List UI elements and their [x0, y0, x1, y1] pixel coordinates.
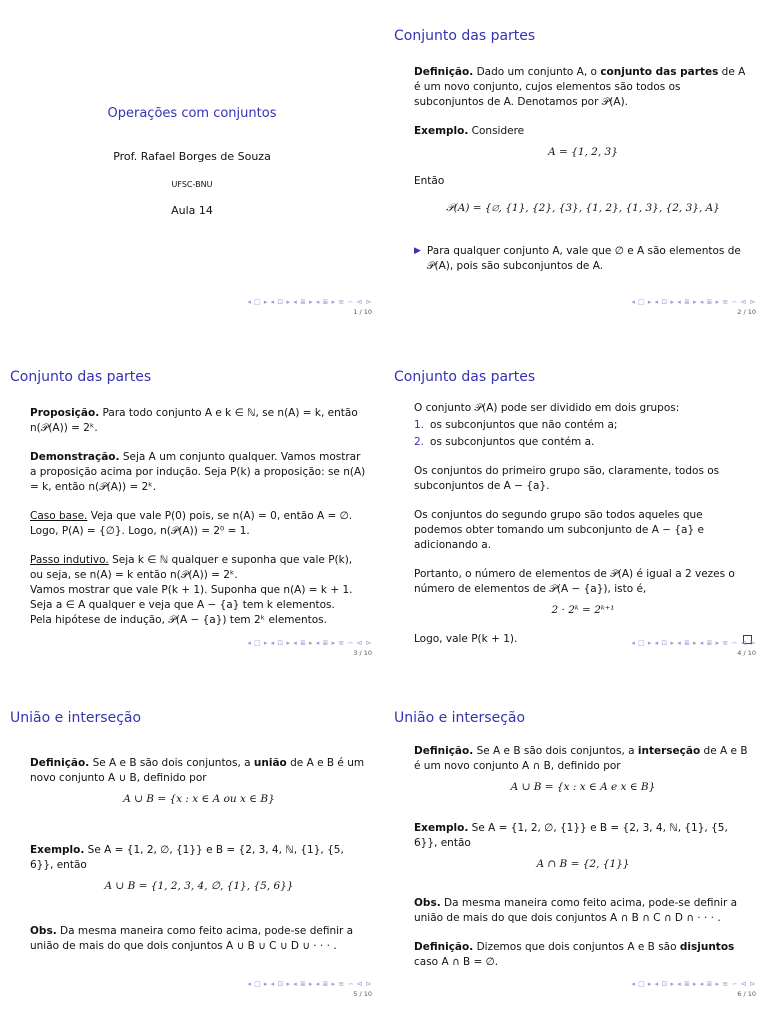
bullet-triangle-icon: ▶	[414, 246, 421, 256]
slide-body	[414, 65, 752, 274]
definition-term: interseção	[637, 745, 701, 757]
definition-text-a: Dado um conjunto A, o	[476, 66, 601, 78]
definition	[414, 65, 752, 110]
disjoint-definition	[414, 940, 752, 970]
observation-label: Obs.	[414, 897, 441, 909]
slide-1	[0, 0, 384, 341]
slide-body	[414, 744, 752, 984]
definition	[30, 756, 368, 786]
observation-text: Da mesma maneira como feito acima, pode-se definir a união de mais do que dois conjuntos A ∩ B ∩ C ∩ D ∩ · · · .	[414, 897, 738, 924]
definition-text-b: de A e B é um novo conjunto A ∩ B, definido por	[414, 745, 748, 772]
example	[414, 821, 752, 851]
slide-body	[414, 401, 752, 647]
paragraph-3: Portanto, o número de elementos de 𝒫(A) é igual a 2 vezes o número de elementos de 𝒫(A − {a}), isto é,	[414, 568, 735, 595]
observation	[414, 896, 752, 926]
list-number: 2.	[414, 436, 425, 448]
union-formula: A ∪ B = {x : x ∈ A ou x ∈ B}	[123, 793, 275, 805]
beamer-nav-icons[interactable]: ◂ □ ▸ ◂ ⊡ ▸ ◂ ≣ ▸ ◂ ≣ ▸ ≡ ∽ ⊲ ⊳	[631, 298, 756, 306]
groups-list	[414, 418, 752, 450]
page-number: 1 / 10	[353, 308, 372, 316]
list-number: 1.	[414, 419, 425, 431]
bullet-item	[414, 244, 752, 274]
example-label: Exemplo.	[414, 125, 469, 137]
author: Prof. Rafael Borges de Souza	[113, 150, 271, 163]
base-case-label: Caso base.	[30, 510, 88, 522]
beamer-nav-icons[interactable]: ◂ □ ▸ ◂ ⊡ ▸ ◂ ≣ ▸ ◂ ≣ ▸ ≡ ∽ ⊲ ⊳	[631, 639, 756, 647]
page-number: 2 / 10	[737, 308, 756, 316]
definition-text-b: de A é um novo conjunto, cujos elementos são todos os subconjuntos de A. Denotamos por 𝒫(A).	[414, 66, 746, 108]
inductive-step-line-4: Pela hipótese de indução, 𝒫(A − {a}) tem 2ᵏ elementos.	[30, 614, 327, 626]
paragraph-1: Os conjuntos do primeiro grupo são, claramente, todos os subconjuntos de A − {a}.	[414, 465, 720, 492]
institute: UFSC-BNU	[171, 180, 213, 189]
definition-label: Definição.	[414, 745, 474, 757]
definition-term: conjunto das partes	[600, 66, 719, 78]
power-set-formula: 𝒫(A) = {∅, {1}, {2}, {3}, {1, 2}, {1, 3}, {2, 3}, A}	[446, 202, 720, 214]
presentation-title: Operações com conjuntos	[107, 106, 277, 121]
example	[414, 124, 752, 139]
example-label: Exemplo.	[30, 844, 85, 856]
inductive-step-label: Passo indutivo.	[30, 554, 109, 566]
disjoint-definition-text-a: Dizemos que dois conjuntos A e B são	[476, 941, 680, 953]
slide-3	[0, 341, 384, 682]
definition	[414, 744, 752, 774]
proposition-label: Proposição.	[30, 407, 100, 419]
bullet-text: Para qualquer conjunto A, vale que ∅ e A são elementos de 𝒫(A), pois são subconjuntos de A.	[426, 245, 741, 272]
definition-text-b: de A e B é um novo conjunto A ∪ B, definido por	[30, 757, 365, 784]
intersection-formula: A ∪ B = {x : x ∈ A e x ∈ B}	[510, 781, 656, 793]
example-formula: A ∪ B = {1, 2, 3, 4, ∅, {1}, {5, 6}}	[104, 880, 294, 892]
conclusion-text: Logo, vale P(k + 1).	[414, 633, 518, 645]
definition-label: Definição.	[414, 66, 474, 78]
observation-label: Obs.	[30, 925, 57, 937]
disjoint-definition-text-b: caso A ∩ B = ∅.	[414, 956, 499, 968]
inductive-step-line-2: Vamos mostrar que vale P(k + 1). Suponha que n(A) = k + 1.	[30, 584, 353, 596]
slide-2	[384, 0, 768, 341]
slide-4	[384, 341, 768, 682]
disjoint-term: disjuntos	[679, 941, 735, 953]
definition-text-a: Se A e B são dois conjuntos, a	[476, 745, 638, 757]
slide-6	[384, 682, 768, 1023]
count-formula: 2 · 2ᵏ = 2ᵏ⁺¹	[551, 604, 615, 616]
definition-term: união	[253, 757, 287, 769]
proof-label: Demonstração.	[30, 451, 120, 463]
definition-text-a: Se A e B são dois conjuntos, a	[92, 757, 254, 769]
inductive-step-line-1: Seja k ∈ ℕ qualquer e suponha que vale P(k), ou seja, se n(A) = k então n(𝒫(A)) = 2ᵏ.	[30, 554, 353, 581]
paragraph-2: Os conjuntos do segundo grupo são todos aqueles que podemos obter tomando um subconjunto de A − {a} e adicionando a.	[414, 509, 704, 551]
example-label: Exemplo.	[414, 822, 469, 834]
page-number: 4 / 10	[737, 649, 756, 657]
observation	[30, 924, 368, 954]
page-number: 6 / 10	[737, 990, 756, 998]
base-case	[30, 509, 368, 539]
list-text: os subconjuntos que contém a.	[430, 436, 595, 448]
base-case-text: Veja que vale P(0) pois, se n(A) = 0, então A = ∅. Logo, P(A) = {∅}. Logo, n(𝒫(A)) = 2⁰ = 1.	[30, 510, 353, 537]
inductive-step-line-3: Seja a ∈ A qualquer e veja que A − {a} tem k elementos.	[30, 599, 335, 611]
example-formula: A = {1, 2, 3}	[548, 146, 618, 158]
beamer-nav-icons[interactable]: ◂ □ ▸ ◂ ⊡ ▸ ◂ ≣ ▸ ◂ ≣ ▸ ≡ ∽ ⊲ ⊳	[247, 980, 372, 988]
beamer-nav-icons[interactable]: ◂ □ ▸ ◂ ⊡ ▸ ◂ ≣ ▸ ◂ ≣ ▸ ≡ ∽ ⊲ ⊳	[631, 980, 756, 988]
slide-body	[30, 406, 368, 628]
list-item	[414, 435, 752, 450]
intro-text: O conjunto 𝒫(A) pode ser dividido em dois grupos:	[414, 402, 680, 414]
proposition-text: Para todo conjunto A e k ∈ ℕ, se n(A) = k, então n(𝒫(A)) = 2ᵏ.	[30, 407, 358, 434]
slide-title: Conjunto das partes	[394, 369, 536, 385]
example-text: Se A = {1, 2, ∅, {1}} e B = {2, 3, 4, ℕ, {1}, {5, 6}}, então	[30, 844, 344, 871]
disjoint-definition-label: Definição.	[414, 941, 474, 953]
beamer-nav-icons[interactable]: ◂ □ ▸ ◂ ⊡ ▸ ◂ ≣ ▸ ◂ ≣ ▸ ≡ ∽ ⊲ ⊳	[247, 298, 372, 306]
slide-body	[30, 756, 368, 968]
example	[30, 843, 368, 873]
list-text: os subconjuntos que não contém a;	[430, 419, 618, 431]
lecture-number: Aula 14	[171, 204, 213, 217]
slide-title: União e interseção	[10, 710, 142, 726]
definition-label: Definição.	[30, 757, 90, 769]
slide-title: União e interseção	[394, 710, 526, 726]
slide-5	[0, 682, 384, 1023]
example-formula: A ∩ B = {2, {1}}	[536, 858, 630, 870]
proof-text: Seja A um conjunto qualquer. Vamos mostrar a proposição acima por indução. Seja P(k) a proposição: se n(A) = k, então n(𝒫(A)) = 2ᵏ.	[30, 451, 366, 493]
page-number: 3 / 10	[353, 649, 372, 657]
slide-title: Conjunto das partes	[10, 369, 152, 385]
then-text: Então	[414, 175, 445, 187]
example-text: Considere	[471, 125, 525, 137]
inductive-step	[30, 553, 368, 628]
proposition	[30, 406, 368, 436]
proof	[30, 450, 368, 495]
observation-text: Da mesma maneira como feito acima, pode-se definir a união de mais do que dois conjuntos A ∪ B ∪ C ∪ D ∪ · · · .	[30, 925, 354, 952]
slide-title: Conjunto das partes	[394, 28, 536, 44]
example-text: Se A = {1, 2, ∅, {1}} e B = {2, 3, 4, ℕ, {1}, {5, 6}}, então	[414, 822, 728, 849]
page-number: 5 / 10	[353, 990, 372, 998]
beamer-nav-icons[interactable]: ◂ □ ▸ ◂ ⊡ ▸ ◂ ≣ ▸ ◂ ≣ ▸ ≡ ∽ ⊲ ⊳	[247, 639, 372, 647]
list-item	[414, 418, 752, 433]
